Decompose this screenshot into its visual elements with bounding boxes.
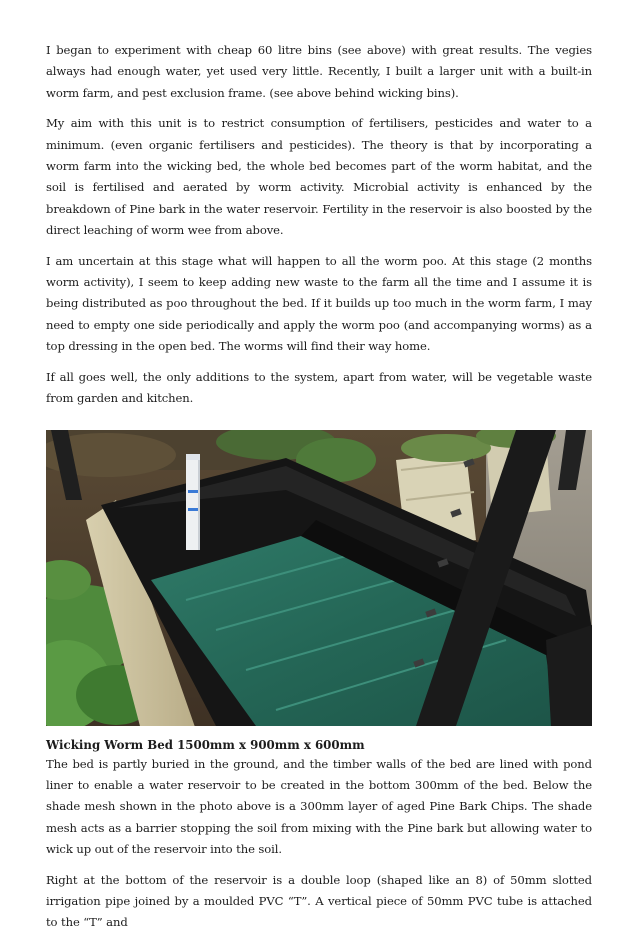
paragraph-worm-poo: I am uncertain at this stage what will happen to all the worm poo. At this stage (2 months worm activity), I seem to keep adding new waste to the farm all the time and I assume it is being distributed as poo throughout the bed. If it builds up too much in the worm farm, I may need to empty one side periodically and apply the worm poo (and accompanying worms) as a top dressing in the open bed. The worms will find their way home. <box>46 253 592 354</box>
paragraph-additions: If all goes well, the only additions to the system, apart from water, will be vegetable waste from garden and kitchen. <box>46 369 592 406</box>
paragraph-intro: I began to experiment with cheap 60 litre bins (see above) with great results. The vegies always had enough water, yet used very little. Recently, I built a larger unit with a built-in worm farm, and pest exclusion frame. (see above behind wicking bins). <box>46 43 592 100</box>
caption-paragraph-reservoir: Right at the bottom of the reservoir is a double loop (shaped like an 8) of 50mm slotted irrigation pipe joined by a moulded PVC “T”. A vertical piece of 50mm PVC tube is attached to the “T” and <box>46 872 592 930</box>
document-page <box>46 40 592 943</box>
wicking-bed-photo <box>46 430 592 726</box>
caption-paragraph-bed: The bed is partly buried in the ground, and the timber walls of the bed are lined with pond liner to enable a water reservoir to be created in the bottom 300mm of the bed. Below the shade mesh shown in the photo above is a 300mm layer of aged Pine Bark Chips. The shade mesh acts as a barrier stopping the soil from mixing with the Pine bark but allowing water to wick up out of the reservoir into the soil. <box>46 756 592 857</box>
photo-caption-title: Wicking Worm Bed 1500mm x 900mm x 600mm <box>46 737 365 752</box>
paragraph-aim: My aim with this unit is to restrict consumption of fertilisers, pesticides and water to a minimum. (even organic fertilisers and pesticides). The theory is that by incorporating a worm farm into the wicking bed, the whole bed becomes part of the worm habitat, and the soil is fertilised and aerated by worm activity. Microbial activity is enhanced by the breakdown of Pine bark in the water reservoir. Fertility in the reservoir is also boosted by the direct leaching of worm wee from above. <box>46 116 592 238</box>
